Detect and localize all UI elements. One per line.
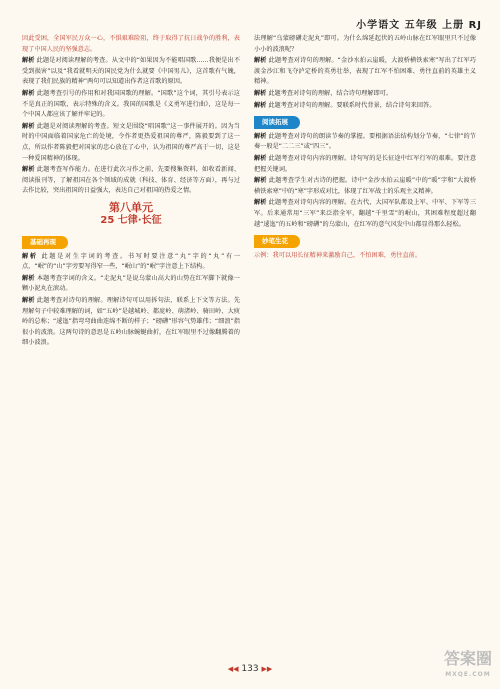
analysis-paragraph: 解析 此题考查写作能力。在进行此次习作之前，先要搜集资料，如收看新闻、阅读报刊等，了解祖国在各个领域的成就（科技、体育、经济等方面），再与过去作比较，突出祖国的日益强大，表达自己对祖国的热爱之情。 [22,166,241,195]
unit-title: 第八单元 [109,200,153,214]
section-badge-basics: 基础再现 [22,236,68,249]
analysis-paragraph: 解析 此题考查对诗句内容的理解。诗句写的是长征途中红军行军的艰难。要注意把握关键词。 [254,154,477,173]
lesson-title: 25 七律·长征 [100,214,162,226]
analysis-paragraph: 解析 此题考查对诗句的朗读节奏的掌握。要根据语法结构划分节奏，“七律”的节奏一般是“二二三”或“四三”。 [254,132,476,151]
page-number: 133 [241,664,259,674]
answer-text: 示例：我可以用长征精神来激励自己，不怕困难，勇往直前。 [254,251,422,259]
analysis-paragraph: 解析 此题考查对诗句的理解，结合诗句理解即可。 [254,89,393,97]
analysis-paragraph: 解析 此题考查对诗句内容的理解。在古代，大国军队都设上军、中军、下军等三军。后来通常用“三军”来泛指全军，翻越“千里雪”的岷山，其困难程度超过翻越“逶迤”的五岭和“磅礴”的乌蒙山，在红军的意气风发中山都显得那么轻松。 [254,199,477,228]
left-column [22,34,240,350]
analysis-paragraph: 解析 此题考查引号的作用和对我国国歌的理解。“国歌”这个词，其引号表示这不是真正的国歌，表示特殊的含义。我国的国歌是《义勇军进行曲》，这是每一个中国人都应该了解并牢记的。 [22,89,240,119]
right-column [254,34,476,262]
page-footer [0,664,500,674]
analysis-paragraph: 解析 此题考查对诗句的理解。“金沙水拍云崖暖，大渡桥横铁索寒”写出了红军巧渡金沙江和飞夺泸定桥的英勇壮举，表现了红军不怕困难、勇往直前的英雄主义精神。 [254,57,476,86]
page-header: 小学语文 五年级 上册 RJ [356,20,482,31]
watermark-logo: 答案圈 MXQE.COM [443,649,492,678]
prev-arrow-icon: ◀◀ [227,665,239,673]
answer-text: 因此受困，全国军民万众一心，不惧艰难险阻，终于取得了抗日战争的胜利，表现了中国人民的坚强意志。 [22,35,240,53]
analysis-paragraph: 解析 此题是对阅读理解的考查。从文中的“如果因为不能唱国歌……我便是出不受到损害”以及“我看就明天的国民党为什么就要《中国男儿》，这首歌有气魄，表现了我们民族的精神”两句可以知道出作者这首歌的原因。 [22,57,241,86]
section-badge-reading: 阅读拓展 [254,116,300,129]
section-badge-writing: 妙笔生花 [254,235,300,248]
analysis-paragraph: 解析 此题是对阅读理解的考查。短文是围绕“唱国歌”这一事件展开的。因为当时的中国面临着国家危亡的处境，令作者更热爱祖国的尊严，陈毅要到了这一点，所以作者陈毅把对国家的忠心放在了心中，认为祖国的尊严高于一切，这是一种爱国精神的体现。 [22,122,240,162]
analysis-paragraph: 解析 此题考查对诗句的理解。理解诗句可以用拆句法、联系上下文等方法。先理解句子中较难理解的词，如“五岭”是越城岭、都庞岭、萌渚岭、骑田岭、大庾岭的总称；“逶迤”指弯弯曲曲连绵不断的样子；“磅礴”形容气势雄伟；“细浪”指很小的波浪。这两句诗的意思是五岭山脉蜿蜒曲折，在红军眼里不过像翻腾着的细小波浪。 [22,297,241,347]
text-paragraph: 法理解“乌蒙磅礴走泥丸”即可。为什么绵延起伏的五岭山脉在红军眼里只不过像小小的波浪呢？ [254,35,476,53]
next-arrow-icon: ▶▶ [261,665,273,673]
analysis-paragraph: 解析 本题考查字词的含义。“走泥丸”是说乌蒙山高大的山势在红军脚下就像一颗小泥丸在滚动。 [22,274,240,293]
analysis-paragraph: 解析 此题是对生字词的考查。书写时要注意“丸”字的“丸”有一点，“岷”的“山”字旁要写得窄一些，“岷山”的“岷”字注意上下结构。 [22,252,241,271]
analysis-paragraph: 解析 此题考查对诗句的理解。要联系时代背景，结合诗句来回答。 [254,101,436,109]
analysis-paragraph: 解析 此题考查学生对古诗的把握。诗中“金沙水拍云崖暖”中的“暖”字和“大渡桥横铁索寒”中的“寒”字形成对比，体现了红军战士的乐观主义精神。 [254,177,477,195]
